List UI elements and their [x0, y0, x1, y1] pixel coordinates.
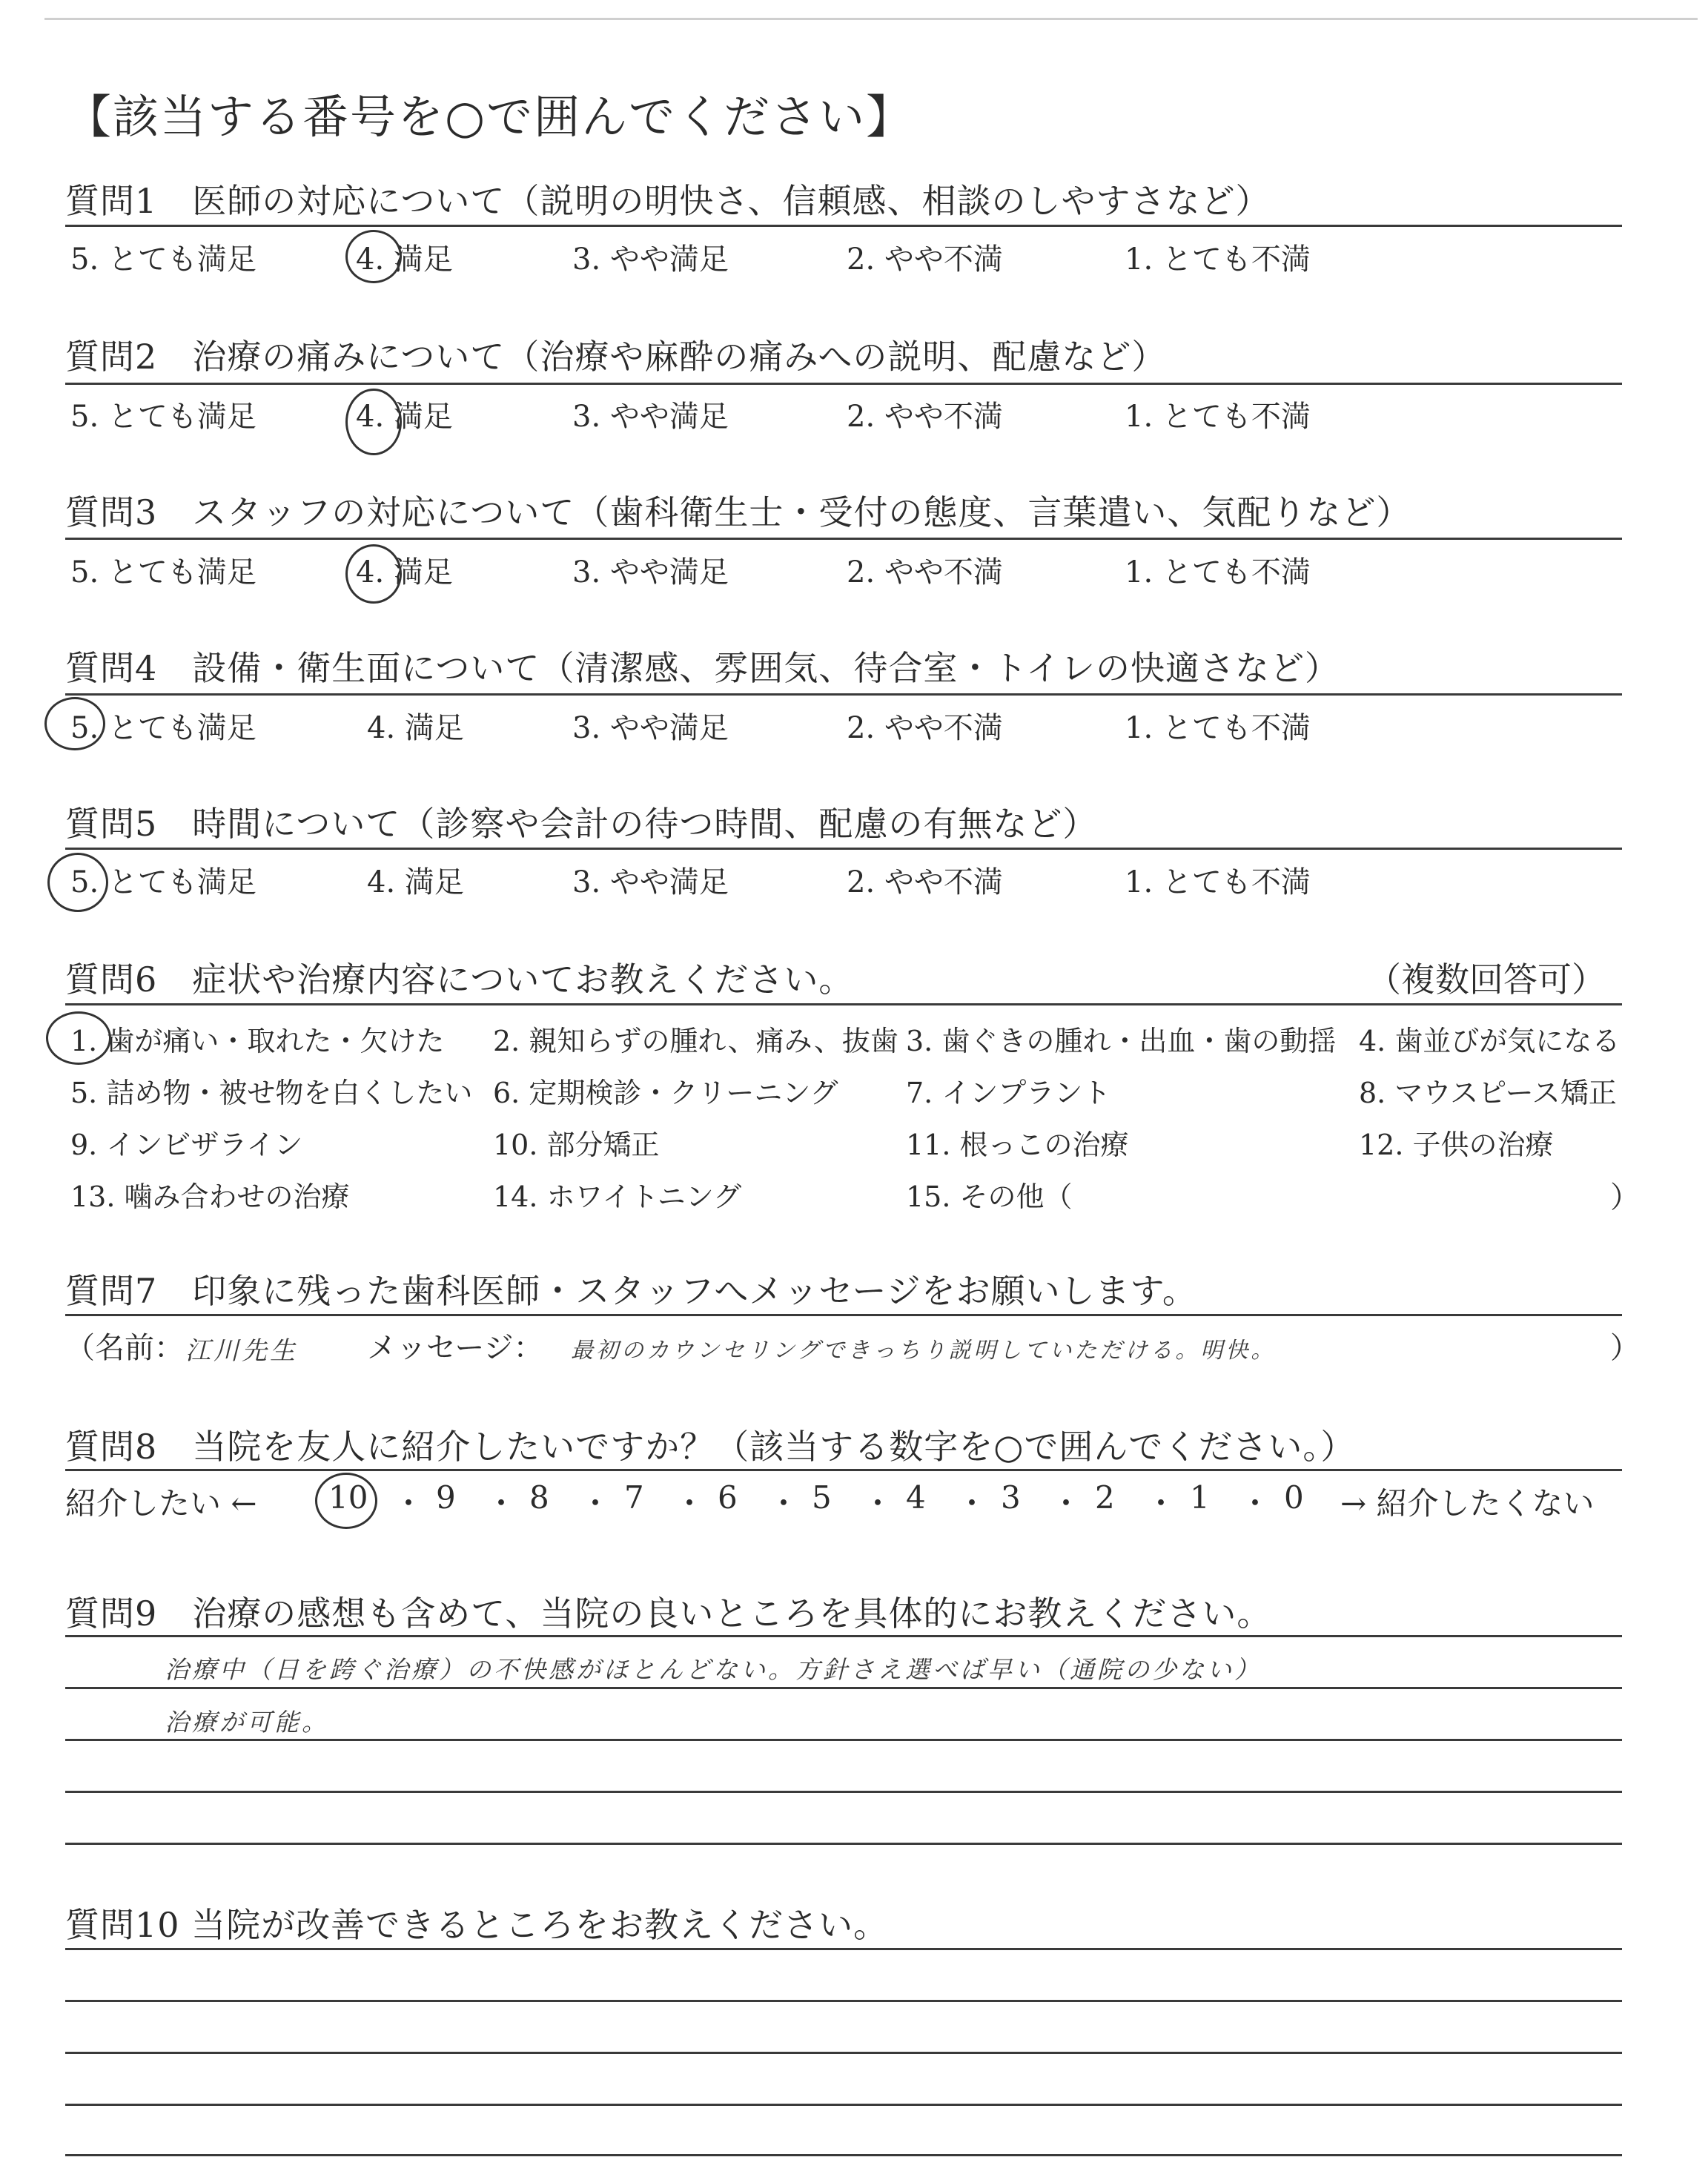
option-4[interactable]: 4. 満足: [356, 242, 453, 277]
symptom-option-4[interactable]: 4. 歯並びが気になる: [1359, 1025, 1621, 1057]
selection-circle: [345, 544, 402, 604]
question-title: 質問1 医師の対応について（説明の明快さ、信頼感、相談のしやすさなど）: [65, 181, 1271, 221]
divider: [65, 848, 1622, 850]
option-2[interactable]: 2. やや不満: [847, 865, 1003, 899]
scale-separator: ・: [393, 1485, 425, 1522]
option-3[interactable]: 3. やや満足: [572, 400, 729, 434]
divider: [65, 1469, 1622, 1471]
option-5[interactable]: 5. とても満足: [70, 400, 256, 434]
selection-circle: [44, 697, 105, 750]
symptom-option-14[interactable]: 14. ホワイトニング: [493, 1180, 742, 1213]
selection-circle: [345, 230, 402, 283]
option-4[interactable]: 4. 満足: [367, 711, 464, 745]
scan-top-edge: [44, 18, 1698, 20]
answer-line: [65, 1843, 1622, 1845]
selection-circle: [47, 853, 108, 912]
symptom-option-1[interactable]: 1. 歯が痛い・取れた・欠けた: [70, 1025, 445, 1057]
option-1[interactable]: 1. とても不満: [1125, 242, 1311, 277]
option-2[interactable]: 2. やや不満: [847, 555, 1003, 589]
scale-separator: ・: [580, 1485, 612, 1522]
scale-9[interactable]: 9: [436, 1479, 456, 1516]
option-1[interactable]: 1. とても不満: [1125, 711, 1311, 745]
option-1[interactable]: 1. とても不満: [1125, 400, 1311, 434]
page-title: 【該当する番号を○で囲んでください】: [65, 90, 914, 144]
answer-line: [65, 1948, 1622, 1950]
scale-10[interactable]: 10: [328, 1479, 368, 1516]
question-title: 質問8 当院を友人に紹介したいですか？（該当する数字を○で囲んでください。）: [65, 1427, 1356, 1467]
symptom-option-11[interactable]: 11. 根っこの治療: [906, 1129, 1129, 1161]
scale-4[interactable]: 4: [906, 1479, 926, 1516]
multiple-answer-note: （複数回答可）: [1367, 960, 1606, 1000]
symptom-option-8[interactable]: 8. マウスピース矯正: [1359, 1077, 1617, 1109]
option-2[interactable]: 2. やや不満: [847, 400, 1003, 434]
symptom-option-5[interactable]: 5. 詰め物・被せ物を白くしたい: [70, 1077, 473, 1109]
option-4[interactable]: 4. 満足: [356, 555, 453, 589]
divider: [65, 1314, 1622, 1316]
symptom-option-7[interactable]: 7. インプラント: [906, 1077, 1111, 1109]
question-title: 質問4 設備・衛生面について（清潔感、雰囲気、待合室・トイレの快適さなど）: [65, 648, 1340, 688]
answer-line: [65, 2104, 1622, 2106]
question-title: 質問7 印象に残った歯科医師・スタッフへメッセージをお願いします。: [65, 1271, 1197, 1311]
message-close-paren: ）: [1610, 1331, 1640, 1365]
question-title: 質問5 時間について（診察や会計の待つ時間、配慮の有無など）: [65, 804, 1098, 844]
option-4[interactable]: 4. 満足: [356, 400, 453, 434]
scale-separator: ・: [486, 1485, 517, 1522]
selection-circle: [46, 1011, 111, 1065]
question-title: 質問6 症状や治療内容についてお教えください。: [65, 960, 854, 1000]
recommend-left-label: 紹介したい ←: [65, 1485, 257, 1522]
scale-1[interactable]: 1: [1190, 1479, 1210, 1516]
scale-0[interactable]: 0: [1284, 1479, 1304, 1516]
option-3[interactable]: 3. やや満足: [572, 865, 729, 899]
scale-3[interactable]: 3: [1001, 1479, 1021, 1516]
option-4[interactable]: 4. 満足: [367, 865, 464, 899]
symptom-option-13[interactable]: 13. 噛み合わせの治療: [70, 1180, 350, 1213]
message-label: メッセージ：: [367, 1331, 543, 1365]
answer-line: [65, 2052, 1622, 2054]
scale-7[interactable]: 7: [624, 1479, 644, 1516]
selection-circle: [345, 389, 402, 455]
selection-circle: [315, 1473, 377, 1529]
answer-handwritten-line-1[interactable]: 治療中（日を跨ぐ治療）の不快感がほとんどない。方針さえ選べば早い（通院の少ない）: [165, 1655, 1262, 1684]
option-5[interactable]: 5. とても満足: [70, 555, 256, 589]
message-handwritten[interactable]: 最初のカウンセリングできっちり説明していただける。明快。: [571, 1338, 1277, 1364]
divider: [65, 538, 1622, 540]
question-title: 質問2 治療の痛みについて（治療や麻酔の痛みへの説明、配慮など）: [65, 337, 1167, 377]
option-3[interactable]: 3. やや満足: [572, 242, 729, 277]
option-1[interactable]: 1. とても不満: [1125, 555, 1311, 589]
answer-line: [65, 1635, 1622, 1637]
name-label: （名前：: [65, 1331, 184, 1365]
divider: [65, 383, 1622, 385]
question-title: 質問9 治療の感想も含めて、当院の良いところを具体的にお教えください。: [65, 1593, 1272, 1634]
divider: [65, 693, 1622, 696]
scale-separator: ・: [862, 1485, 894, 1522]
option-3[interactable]: 3. やや満足: [572, 555, 729, 589]
symptom-option-10[interactable]: 10. 部分矯正: [493, 1129, 660, 1161]
scale-separator: ・: [768, 1485, 800, 1522]
recommend-right-label: → 紹介したくない: [1340, 1485, 1595, 1522]
option-2[interactable]: 2. やや不満: [847, 242, 1003, 277]
option-5[interactable]: 5. とても満足: [70, 242, 256, 277]
scale-separator: ・: [956, 1485, 988, 1522]
scale-5[interactable]: 5: [812, 1479, 832, 1516]
option-2[interactable]: 2. やや不満: [847, 711, 1003, 745]
symptom-option-12[interactable]: 12. 子供の治療: [1359, 1129, 1554, 1161]
option-5[interactable]: 5. とても満足: [70, 711, 256, 745]
answer-line: [65, 1739, 1622, 1741]
scale-2[interactable]: 2: [1095, 1479, 1115, 1516]
symptom-option-6[interactable]: 6. 定期検診・クリーニング: [493, 1077, 838, 1109]
symptom-option-15[interactable]: 15. その他（: [906, 1180, 1073, 1213]
other-close-paren: ）: [1610, 1180, 1640, 1215]
scale-separator: ・: [1050, 1485, 1082, 1522]
option-5[interactable]: 5. とても満足: [70, 865, 256, 899]
scale-separator: ・: [674, 1485, 706, 1522]
symptom-option-3[interactable]: 3. 歯ぐきの腫れ・出血・歯の動揺: [906, 1025, 1337, 1057]
symptom-option-2[interactable]: 2. 親知らずの腫れ、痛み、抜歯: [493, 1025, 898, 1057]
scale-separator: ・: [1239, 1485, 1271, 1522]
answer-handwritten-line-2[interactable]: 治療が可能。: [165, 1708, 329, 1737]
divider: [65, 225, 1622, 227]
divider: [65, 1003, 1622, 1005]
answer-line: [65, 2000, 1622, 2002]
question-title: 質問10 当院が改善できるところをお教えください。: [65, 1905, 889, 1945]
question-title: 質問3 スタッフの対応について（歯科衛生士・受付の態度、言葉遣い、気配りなど）: [65, 492, 1411, 532]
option-1[interactable]: 1. とても不満: [1125, 865, 1311, 899]
symptom-option-9[interactable]: 9. インビザライン: [70, 1129, 303, 1161]
scale-8[interactable]: 8: [529, 1479, 549, 1516]
scale-separator: ・: [1145, 1485, 1177, 1522]
answer-line: [65, 1791, 1622, 1793]
answer-line: [65, 2154, 1622, 2156]
name-handwritten[interactable]: 江川先生: [185, 1336, 298, 1366]
answer-line: [65, 1687, 1622, 1689]
scale-6[interactable]: 6: [718, 1479, 738, 1516]
option-3[interactable]: 3. やや満足: [572, 711, 729, 745]
